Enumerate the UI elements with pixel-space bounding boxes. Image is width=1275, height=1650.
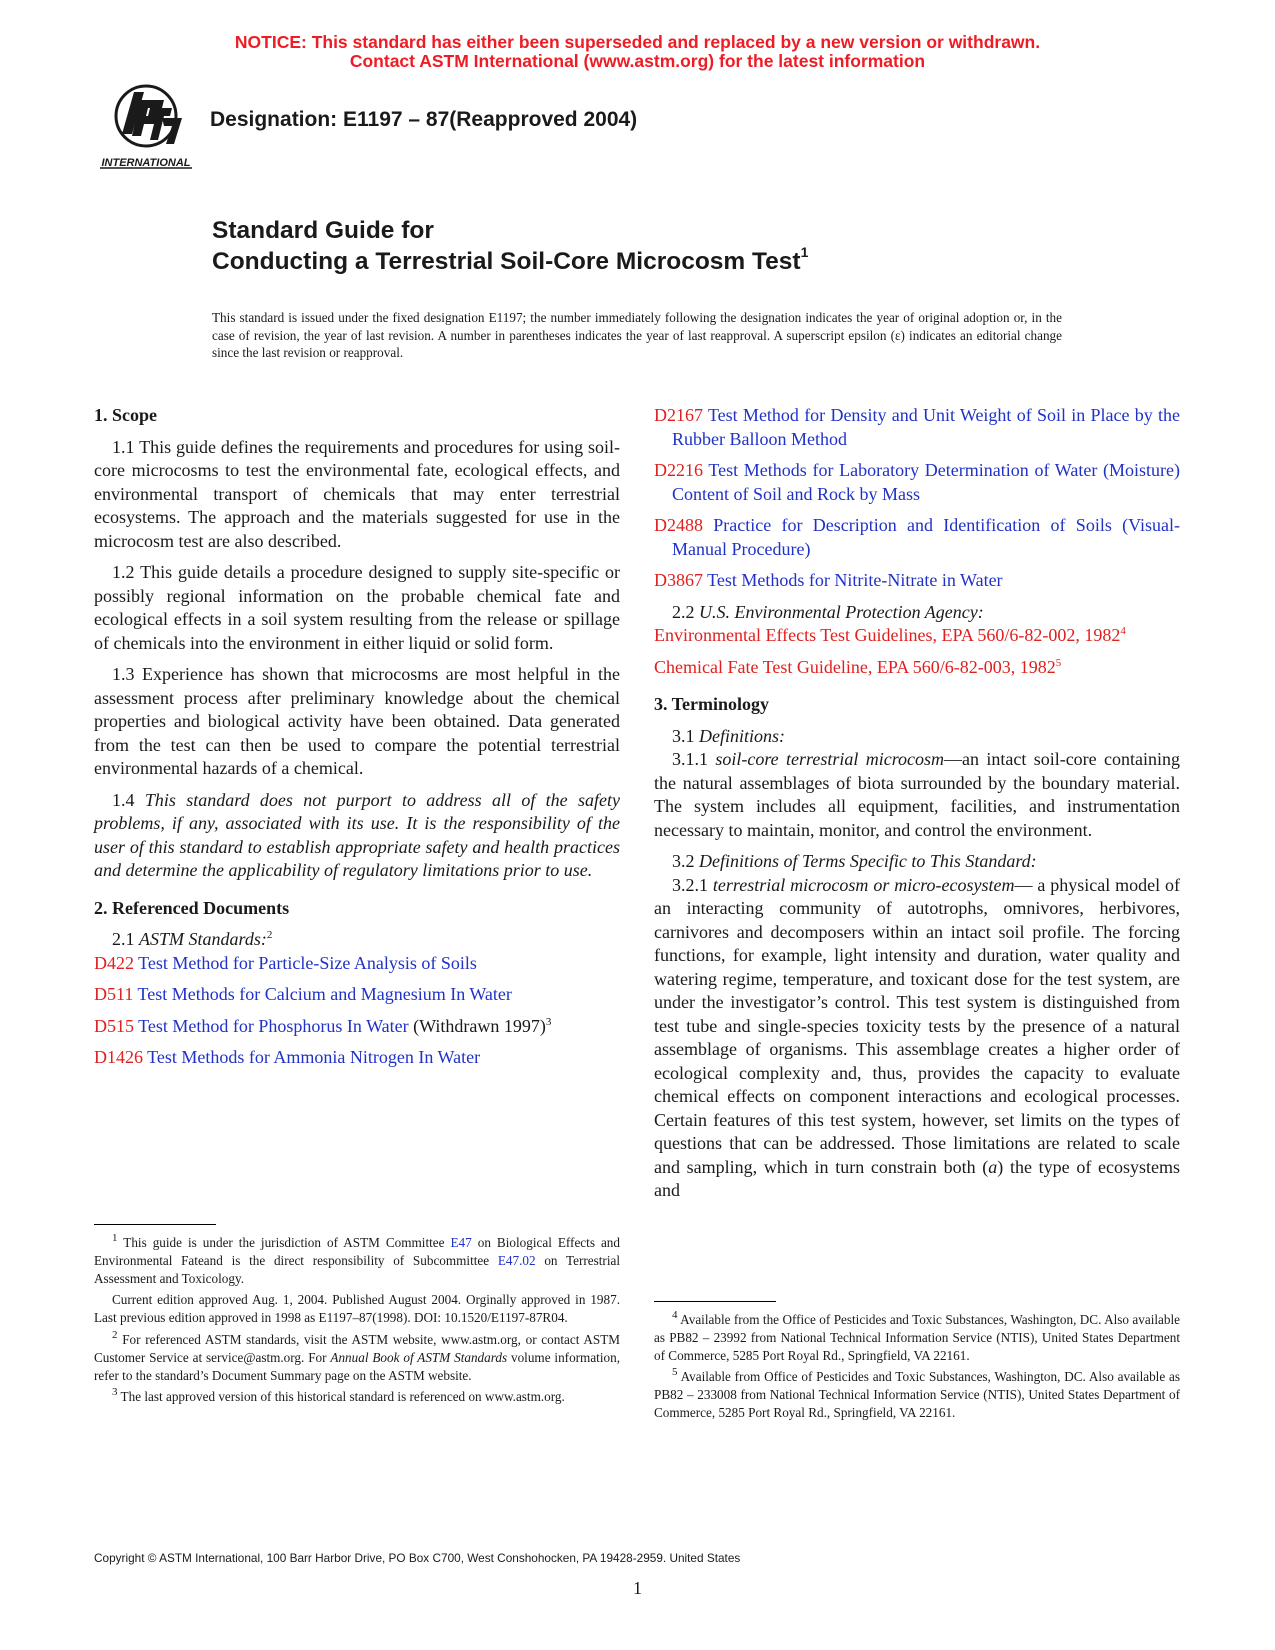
definitions-label: 3.1 Definitions: bbox=[672, 725, 785, 746]
link-e47[interactable]: E47 bbox=[450, 1235, 472, 1250]
footnote-4: $^4$ Available from the Office of Pesticides and Toxic Substances, Washington, DC. Also available as PB82 – 23992 from National Technical Information Service (NTIS), United States Department of Commerce, 5285 Port Royal Rd., Springfield, VA 22161. bbox=[654, 1309, 1180, 1363]
epa-reference-1[interactable]: Environmental Effects Test Guidelines, EPA 560/6-82-002, 1982$^4$ bbox=[654, 625, 1126, 645]
title-line-1: Standard Guide for bbox=[212, 217, 434, 244]
reference-item[interactable]: D422 Test Method for Particle-Size Analysis of Soils bbox=[94, 952, 477, 973]
footnote-edition: Current edition approved Aug. 1, 2004. Published August 2004. Orginally approved in 1987. Last previous edition approved in 1998 as E1197–87(1998). DOI: 10.1520/E1197-87R04. bbox=[94, 1292, 620, 1326]
reference-item[interactable]: D511 Test Methods for Calcium and Magnesium In Water bbox=[94, 984, 512, 1004]
reference-item[interactable]: D2488 Practice for Description and Identification of Soils (Visual-Manual Procedure) bbox=[654, 515, 1180, 559]
epa-label: 2.2 U.S. Environmental Protection Agency: bbox=[672, 601, 984, 622]
designation: Designation: E1197 – 87(Reapproved 2004) bbox=[210, 108, 638, 131]
para-1-4-text: This standard does not purport to address all of the safety problems, if any, associated with its use. It is the responsibility of the user of this standard to establish appropriate safety and health practices and determine the applicability of regulatory limitations prior to use. bbox=[94, 789, 621, 880]
page-number: 1 bbox=[633, 1578, 642, 1598]
right-column bbox=[654, 404, 1180, 1211]
footnote-divider-right bbox=[654, 1301, 776, 1302]
reference-item[interactable]: D2216 Test Methods for Laboratory Determination of Water (Moisture) Content of Soil and Rock by Mass bbox=[654, 460, 1180, 504]
footnote-ref-2[interactable]: 2 bbox=[266, 929, 273, 941]
astm-standards-label: 2.1 ASTM Standards:$^2$ bbox=[112, 929, 273, 949]
title-line-2 bbox=[212, 244, 809, 276]
title-footnote-ref[interactable]: 1 bbox=[800, 244, 809, 260]
footnotes-left bbox=[94, 1234, 620, 1410]
reference-item[interactable]: D2167 Test Method for Density and Unit Weight of Soil in Place by the Rubber Balloon Method bbox=[654, 405, 1180, 449]
link-e47-02[interactable]: E47.02 bbox=[497, 1252, 536, 1268]
para-1-4 bbox=[94, 789, 620, 883]
notice-line-1: NOTICE: This standard has either been superseded and replaced by a new version or withdrawn. bbox=[234, 32, 1041, 52]
left-column bbox=[94, 404, 620, 1078]
preamble: This standard is issued under the fixed designation E1197; the number immediately following the designation indicates the year of original adoption or, in the case of revision, the year of last revision. A number in parentheses indicates the year of last reapproval. A superscript epsilon (ε) indicates an editorial change since the last revision or reapproval. bbox=[212, 310, 1062, 361]
reference-item[interactable]: D1426 Test Methods for Ammonia Nitrogen In Water bbox=[94, 1047, 481, 1067]
para-1-2: 1.2 This guide details a procedure designed to supply site-specific or possibly regional information on the probable chemical fate and ecological effects in a soil system resulting from the release or spillage of chemicals into the environment in either liquid or solid form. bbox=[94, 562, 620, 653]
section-heading-referenced: 2. Referenced Documents bbox=[94, 897, 290, 918]
para-3-2-1: 3.2.1 terrestrial microcosm or micro-ecosystem— a physical model of an interacting community of autotrophs, omnivores, herbivores, carnivores and decomposers within an intact soil profile. The forcing functions, for example, light intensity and duration, water quality and watering regime, temperature, and toxicant dose for the test system, are under the investigator’s control. This test system is distinguished from test tube and single-species toxicity tests by the presence of a natural assemblage of organisms. This assemblage creates a higher order of ecological complexity and, thus, provides the capacity to evaluate chemical effects on component interactions and ecological processes. Certain features of this test system, however, set limits on the types of questions that can be addressed. Those limitations are related to scale and sampling, which in turn constrain both (a) the type of ecosystems and bbox=[654, 874, 1180, 1200]
reference-item[interactable]: D515 Test Method for Phosphorus In Water (Withdrawn 1997)$^3$ bbox=[94, 1015, 552, 1036]
section-heading-terminology: 3. Terminology bbox=[654, 694, 770, 714]
copyright: Copyright © ASTM International, 100 Barr Harbor Drive, PO Box C700, West Conshohocken, PA 19428-2959. United States bbox=[94, 1551, 741, 1565]
footnotes-right bbox=[654, 1311, 1180, 1426]
notice-line-2: Contact ASTM International (www.astm.org) for the latest information bbox=[349, 51, 926, 71]
footnote-ref-4[interactable]: 4 bbox=[1120, 625, 1126, 637]
footnote-3: $^3$ The last approved version of this historical standard is referenced on www.astm.org. bbox=[112, 1386, 565, 1405]
reference-item[interactable]: D3867 Test Methods for Nitrite-Nitrate in Water bbox=[654, 570, 1003, 590]
footnote-divider-left bbox=[94, 1224, 216, 1225]
footnote-ref-5[interactable]: 5 bbox=[1055, 656, 1062, 669]
astm-logo bbox=[92, 78, 200, 170]
para-1-1: 1.1 This guide defines the requirements and procedures for using soil-core microcosms to test the environmental fate, ecological effects, and environmental transport of chemicals that may enter terrestrial ecosystems. The approach and the materials suggested for use in the microcosm test are also described. bbox=[94, 436, 620, 551]
section-heading-scope: 1. Scope bbox=[94, 405, 157, 425]
epa-reference-2[interactable]: Chemical Fate Test Guideline, EPA 560/6-82-003, 1982$^5$ bbox=[654, 656, 1062, 677]
para-1-3: 1.3 Experience has shown that microcosms are most helpful in the assessment process after preliminary knowledge about the chemical properties and biological activity have been obtained. Data generated from the test can then be used to compare the potential terrestrial environmental hazards of a chemical. bbox=[94, 664, 620, 778]
footnote-ref-3[interactable]: 3 bbox=[545, 1015, 552, 1028]
para-3-1-1: 3.1.1 soil-core terrestrial microcosm—an intact soil-core containing the natural assemblages of biota surrounded by the boundary material. The system includes all equipment, facilities, and instrumentation necessary to maintain, monitor, and control the environment. bbox=[654, 749, 1180, 840]
para-1-4-num: 1.4 bbox=[112, 789, 145, 810]
title-text: Conducting a Terrestrial Soil-Core Microcosm Test bbox=[212, 248, 801, 275]
footnote-5: $^5$ Available from Office of Pesticides and Toxic Substances, Washington, DC. Also available as PB82 – 233008 from National Technical Information Service (NTIS), United States Department of Commerce, 5285 Port Royal Rd., Springfield, VA 22161. bbox=[654, 1366, 1180, 1420]
footnote-1: $^1$ This guide is under the jurisdiction of ASTM Committee E47 on Biological Effects and Environmental Fateand is the direct responsibility of Subcommittee E47.02 on Terrestrial Assessment and Toxicology. bbox=[94, 1232, 620, 1286]
footnote-2: $^2$ For referenced ASTM standards, visit the ASTM website, www.astm.org, or contact ASTM Customer Service at service@astm.org. For Annual Book of ASTM Standards volume information, refer to the standard’s Document Summary page on the ASTM website. bbox=[94, 1328, 620, 1383]
specific-definitions-label: 3.2 Definitions of Terms Specific to This Standard: bbox=[672, 851, 1037, 871]
logo-text: INTERNATIONAL bbox=[101, 157, 191, 169]
